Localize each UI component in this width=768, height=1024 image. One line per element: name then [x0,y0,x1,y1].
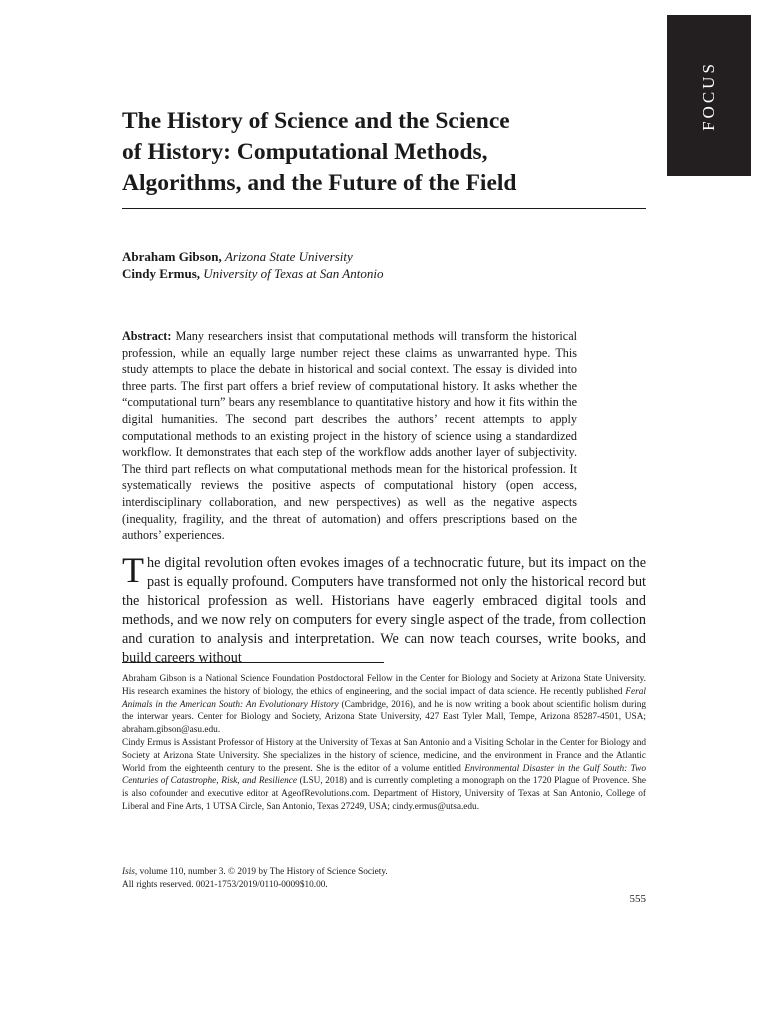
author-name: Cindy Ermus, [122,266,201,281]
note-text: (LSU, 2018) and is currently completing a monograph on the 1720 Plague of Provence. She is also cofounder and executive editor at AgeofRevolutions.com. Department of History, University of Texas at San Antonio, College of Liberal and Fine Arts, 1 UTSA Circle, San Antonio, Texas 27249, USA; cindy.ermus@utsa.edu. [122,776,646,812]
title-line-1: The History of Science and the Science [122,108,510,134]
author-affiliation: Arizona State University [224,249,353,264]
abstract-text: Many researchers insist that computational methods will transform the historical profession, while an equally large number reject these claims as unwarranted hype. This study attempts to place the debate in historical and social context. The essay is divided into three parts. The first part offers a brief review of computational history. It asks whether the “computational turn” bears any resemblance to quantitative history and how it fits within the digital humanities. The second part describes the authors’ recent attempts to apply computational methods to an existing project in the history of science using a standardized workflow. It demonstrates that each step of the workflow adds another layer of subjectivity. The third part reflects on what computational methods mean for the historical profession. It systematically reviews the positive aspects of computational history (open access, interdisciplinary collaboration, and new perspectives) as well as the negative aspects (inequality, fragility, and the threat of automation) and offers prescriptions based on the authors’ experiences. [122,329,577,543]
title-line-3: Algorithms, and the Future of the Field [122,170,517,196]
author-note-ermus [122,737,646,814]
title-divider [122,208,646,209]
journal-name: Isis [122,867,135,877]
author-list [122,248,383,282]
body-text: he digital revolution often evokes images of a technocratic future, but its impact on the past is equally profound. Computers have transformed not only the historical record but the historical profession as well. Historians have eagerly embraced digital tools and methods, and we now rely on computers for every single aspect of the trade, from collection and curation to analysis and interpretation. We can now teach courses, write books, and build careers without [122,555,646,666]
note-text: Cindy Ermus is Assistant Professor of History at the University of Texas at San Antonio and a Visiting Scholar in the Center for Biology and Society at Arizona State University. She specializes in the history of science, medicine, and the environment in France and the Atlantic World from the eighteenth century to the present. She is the editor of a volume entitled [122,737,646,774]
author-entry [122,248,383,265]
book-title: Environmental Disaster in the Gulf South: Two Centuries of Catastrophe, Risk, and Resilience [122,763,646,787]
journal-imprint [122,866,388,892]
note-text: Abraham Gibson is a National Science Foundation Postdoctoral Fellow in the Center for Biology and Society at Arizona State University. His research examines the history of biology, the ethics of engineering, and the social impact of data science. He recently published [122,674,646,697]
note-text: (Cambridge, 2016), and he is now writing a book about scientific holism during the interwar years. Center for Biology and Society, Arizona State University, 427 East Tyler Mall, Tempe, Arizona 85287-4501, USA; abraham.gibson@asu.edu. [122,699,647,736]
article-title [122,106,652,199]
title-line-2: of History: Computational Methods, [122,139,488,165]
author-name: Abraham Gibson, [122,249,222,264]
drop-cap: T [122,550,144,590]
author-notes [122,673,646,814]
author-entry [122,265,383,282]
body-paragraph [122,550,646,668]
author-affiliation: University of Texas at San Antonio [203,266,384,281]
focus-label: FOCUS [699,60,718,131]
author-note-gibson [122,673,646,737]
imprint-line-1 [122,866,388,879]
footnote-divider [122,662,384,663]
abstract [122,328,577,544]
page-number: 555 [629,893,646,905]
imprint-line-2: All rights reserved. 0021-1753/2019/0110-0009$10.00. [122,879,328,890]
imprint-details: , volume 110, number 3. © 2019 by The History of Science Society. [134,867,388,877]
book-title: Feral Animals in the American South: An Evolutionary History [122,686,646,710]
abstract-label: Abstract: [122,329,172,343]
focus-section-tab [667,15,751,176]
